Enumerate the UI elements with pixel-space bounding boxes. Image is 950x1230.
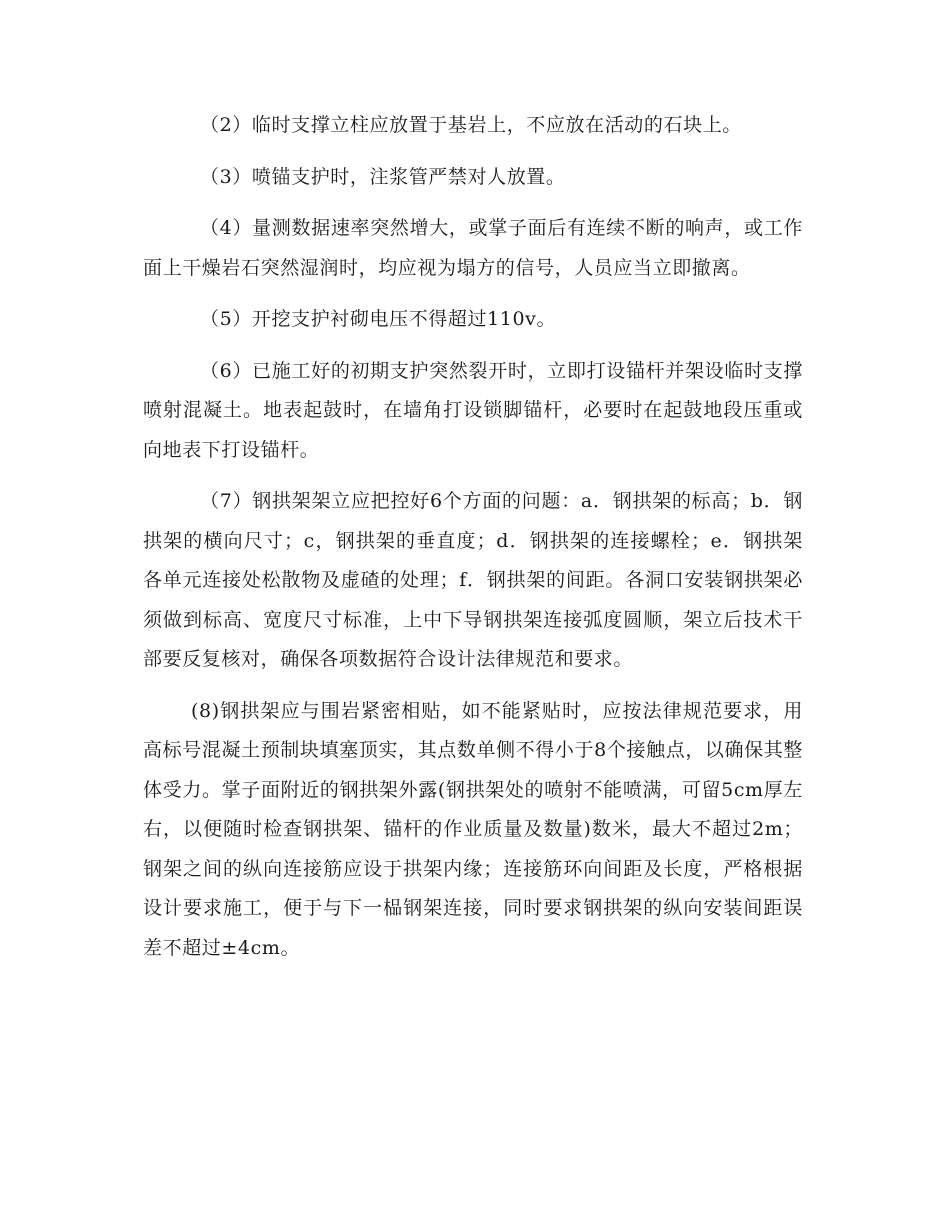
- paragraph-4: （4）量测数据速率突然增大，或掌子面后有连续不断的响声，或工作面上干燥岩石突然湿润时，均应视为塌方的信号，人员应当立即撤离。: [143, 217, 803, 279]
- paragraph-2: （2）临时支撑立柱应放置于基岩上，不应放在活动的石块上。: [200, 114, 742, 136]
- paragraph-7: （7）钢拱架架立应把控好6个方面的问题：a．钢拱架的标高；b．钢拱架的横向尺寸；c，钢拱架的垂直度；d．钢拱架的连接螺栓；e．钢拱架各单元连接处松散物及虚碴的处理；f．钢拱架的间距。各洞口安装钢拱架必须做到标高、宽度尺寸标准，上中下导钢拱架连接弧度圆顺，架立后技术干部要反复核对，确保各项数据符合设计法律规范和要求。: [143, 490, 803, 670]
- paragraph-5: （5）开挖支护衬砌电压不得超过110v。: [200, 308, 557, 330]
- document-body: [143, 106, 803, 980]
- paragraph-6: （6）已施工好的初期支护突然裂开时，立即打设锚杆并架设临时支撑喷射混凝土。地表起鼓时，在墙角打设锁脚锚杆，必要时在起鼓地段压重或向地表下打设锚杆。: [143, 359, 803, 461]
- paragraph-3: （3）喷锚支护时，注浆管严禁对人放置。: [200, 165, 566, 188]
- paragraph-8: (8)钢拱架应与围岩紧密相贴，如不能紧贴时，应按法律规范要求，用高标号混凝土预制块填塞顶实，其点数单侧不得小于8个接触点，以确保其整体受力。掌子面附近的钢拱架外露(钢拱架处的喷射不能喷满，可留5cm厚左右，以便随时检查钢拱架、锚杆的作业质量及数量)数米，最大不超过2m；钢架之间的纵向连接筋应设于拱架内缘；连接筋环向间距及长度，严格根据设计要求施工，便于与下一榀钢架连接，同时要求钢拱架的纵向安装间距误差不超过±4cm。: [143, 699, 803, 959]
